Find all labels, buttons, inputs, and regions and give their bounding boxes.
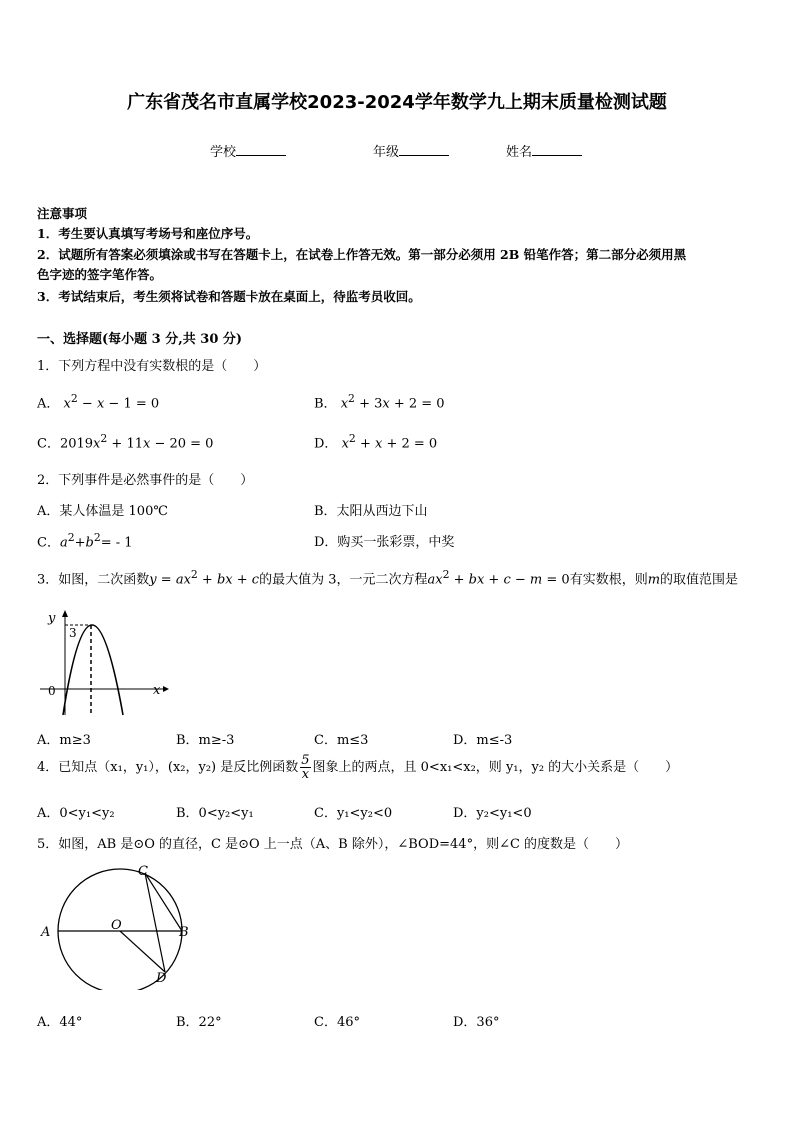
- q2-option-a[interactable]: A．某人体温是 100℃: [37, 504, 168, 519]
- school-field[interactable]: [210, 141, 286, 160]
- q5-circle-diagram: [35, 860, 195, 990]
- section-heading: 一、选择题(每小题 3 分,共 30 分): [37, 332, 243, 347]
- name-label: 姓名: [506, 145, 533, 160]
- q5-option-b[interactable]: B．22°: [176, 1015, 222, 1030]
- q2-option-c[interactable]: C．$a^2+b^2= - 1$: [37, 531, 133, 551]
- graph-x-label: x: [153, 683, 161, 698]
- point-b-label: B: [179, 925, 189, 940]
- school-label: 学校: [210, 145, 237, 160]
- center-o-label: O: [111, 918, 122, 933]
- graph-origin-label: 0: [48, 684, 56, 698]
- q4-option-d[interactable]: D．y₂<y₁<0: [453, 806, 532, 821]
- name-field[interactable]: [506, 141, 582, 160]
- grade-field[interactable]: [373, 141, 449, 160]
- q1-option-a[interactable]: A． $x^2 - x - 1 = 0$: [37, 392, 160, 412]
- q1-option-d[interactable]: D． $x^2 + x + 2 = 0$: [314, 432, 438, 452]
- point-c-label: C: [138, 864, 148, 879]
- q4-option-c[interactable]: C．y₁<y₂<0: [314, 806, 393, 821]
- q3-option-d[interactable]: D．m≤-3: [453, 733, 513, 748]
- q5-option-c[interactable]: C．46°: [314, 1015, 360, 1030]
- q4-stem: 4．已知点（x₁，y₁），(x₂，y₂) 是反比例函数 $\frac{5}{x}$ 图象上的两点，且 0<x₁<x₂，则 y₁，y₂ 的大小关系是（ ）: [37, 753, 679, 782]
- notice-item-2a: 2．试题所有答案必须填涂或书写在答题卡上，在试卷上作答无效。第一部分必须用 2B 铅笔作答；第二部分必须用黑: [37, 247, 687, 262]
- q3-stem: 3．如图，二次函数$y = ax^2$ + bx + c的最大值为 3，一元二次方程$ax^2$ + bx + c − m = 0有实数根，则m的取值范围是: [37, 568, 739, 588]
- q2-stem: 2．下列事件是必然事件的是（ ）: [37, 473, 254, 488]
- q3-parabola-graph: [35, 605, 175, 720]
- q2-option-d[interactable]: D．购买一张彩票，中奖: [314, 535, 455, 550]
- q3-option-c[interactable]: C．m≤3: [314, 733, 369, 748]
- q1-option-b[interactable]: B． $x^2 + 3x + 2 = 0$: [314, 392, 445, 412]
- graph-3-label: 3: [69, 626, 77, 640]
- page-title: 广东省茂名市直属学校2023-2024学年数学九上期末质量检测试题: [127, 92, 667, 113]
- notice-item-1: 1．考生要认真填写考场号和座位序号。: [37, 226, 259, 241]
- notice-item-3: 3．考试结束后，考生须将试卷和答题卡放在桌面上，待监考员收回。: [37, 289, 421, 304]
- graph-y-label: y: [48, 611, 56, 626]
- q5-option-d[interactable]: D．36°: [453, 1015, 500, 1030]
- q2-option-b[interactable]: B．太阳从西边下山: [314, 504, 428, 519]
- notice-item-2b: 色字迹的签字笔作答。: [37, 267, 163, 282]
- q4-option-b[interactable]: B．0<y₂<y₁: [176, 806, 254, 821]
- grade-label: 年级: [373, 145, 400, 160]
- notice-heading: 注意事项: [37, 206, 88, 221]
- point-a-label: A: [41, 925, 51, 940]
- point-d-label: D: [156, 971, 167, 986]
- q1-stem: 1．下列方程中没有实数根的是（ ）: [37, 359, 267, 374]
- q1-option-c[interactable]: C．$2019x^2 + 11x - 20 = 0$: [37, 432, 214, 452]
- q4-option-a[interactable]: A．0<y₁<y₂: [37, 806, 115, 821]
- q5-stem: 5．如图，AB 是⊙O 的直径，C 是⊙O 上一点（A、B 除外），∠BOD=44°，则∠C 的度数是（ ）: [37, 837, 629, 852]
- q3-option-a[interactable]: A．m≥3: [37, 733, 91, 748]
- q5-option-a[interactable]: A．44°: [37, 1015, 83, 1030]
- q3-option-b[interactable]: B．m≥-3: [176, 733, 235, 748]
